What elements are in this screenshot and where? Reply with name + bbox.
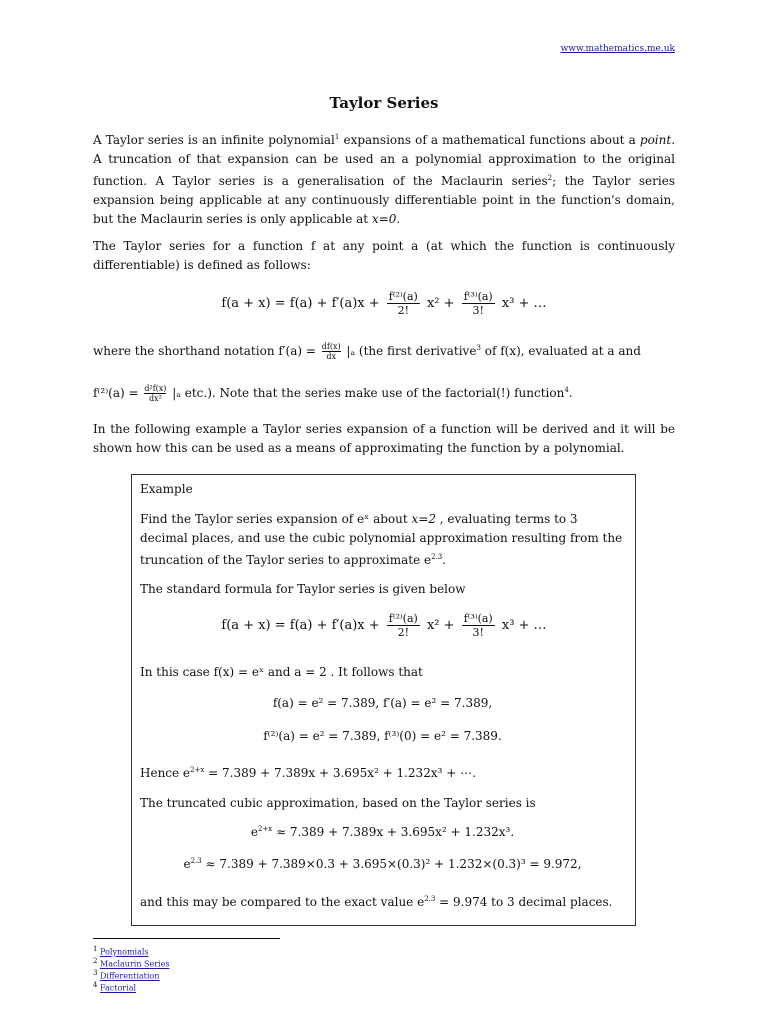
footnote-link-factorial[interactable]: Factorial xyxy=(100,983,137,993)
example-eq-1: f(a) = e² = 7.389, f′(a) = e² = 7.389, xyxy=(272,696,493,710)
page-title: Taylor Series xyxy=(329,94,439,112)
example-approx-value: $e^{2.3} \approx 7.389 + 7.389\times 0.3 + 3.695\times(0.3)^2 + 1.232\times(0.3)^3 = 9.972$, xyxy=(183,857,582,871)
footnote-1: $^1$ Polynomials xyxy=(93,945,149,957)
example-intro-paragraph: In the following example a Taylor series expansion of a function will be derived and it will be shown how this can be used as a means of approximating the function by a polynomial. xyxy=(93,422,675,455)
example-truncated-text: The truncated cubic approximation, based on the Taylor series is xyxy=(140,796,536,810)
footnote-link-differentiation[interactable]: Differentiation xyxy=(100,971,160,981)
footnote-divider xyxy=(93,938,280,939)
footnote-3: $^3$ Differentiation xyxy=(93,969,160,981)
example-heading: Example xyxy=(140,482,193,496)
example-task: Find the Taylor series expansion of eˣ about x=2 , evaluating terms to 3 decimal places, and use the cubic polynomial approximation resulting from the truncation of the Taylor series to approximate $e^{2.3}$. xyxy=(140,512,623,567)
example-compare-text: and this may be compared to the exact value $e^{2.3} = 9.974$ to 3 decimal places. xyxy=(140,895,613,909)
intro-paragraph: A Taylor series is an infinite polynomial$^1$ expansions of a mathematical functions about a point. A truncation of that expansion can be used an a polynomial approximation to the original function. A Taylor series is a generalisation of the Maclaurin series$^2$; the Taylor series expansion being applicable at any continuously differentiable point in the function's domain, but the Maclaurin series is only applicable at x=0. xyxy=(93,133,676,226)
footnote-4: $^4$ Factorial xyxy=(93,981,137,993)
footnote-2: $^2$ Maclaurin Series xyxy=(93,957,170,969)
taylor-formula: f(a + x) = f(a) + f′(a)x + $\frac{\text{f⁽²⁾(a)}}{2!}$ x² + $\frac{\text{f⁽³⁾(a)}}{3!}$ x³ + … xyxy=(221,290,547,317)
example-taylor-formula: f(a + x) = f(a) + f′(a)x + $\frac{\text{f⁽²⁾(a)}}{2!}$ x² + $\frac{\text{f⁽³⁾(a)}}{3!}$ x³ + … xyxy=(221,612,547,639)
definition-paragraph: The Taylor series for a function f at any point a (at which the function is continuously differentiable) is defined as follows: xyxy=(93,239,675,272)
footnote-link-polynomials[interactable]: Polynomials xyxy=(100,947,149,957)
example-cubic-approx: $e^{2+x} \approx 7.389 + 7.389x + 3.695x^2 + 1.232x^3$. xyxy=(250,825,515,839)
shorthand-line-2: f⁽²⁾(a) = $\frac{\text{d²f(x)}}{\text{dx²}} |_a$ etc.). Note that the series make use of the factorial(!) function$^4$. xyxy=(93,384,573,403)
site-link[interactable]: www.mathematics.me.uk xyxy=(560,44,675,54)
footnote-link-maclaurin[interactable]: Maclaurin Series xyxy=(100,959,170,969)
shorthand-line-1: where the shorthand notation f′(a) = $\frac{df(x)}{dx} |_a$ (the first derivative$^3$ of f(x), evaluated at a and xyxy=(93,342,641,361)
example-hence: Hence $e^{2+x} = 7.389 + 7.389x + 3.695x^2 + 1.232x^3$ + ⋯. xyxy=(140,766,476,780)
example-eq-2: f⁽²⁾(a) = e² = 7.389, f⁽³⁾(0) = e² = 7.389. xyxy=(263,729,502,743)
example-standard-text: The standard formula for Taylor series is given below xyxy=(140,582,466,596)
example-case-text: In this case f(x) = eˣ and a = 2 . It follows that xyxy=(140,665,423,679)
